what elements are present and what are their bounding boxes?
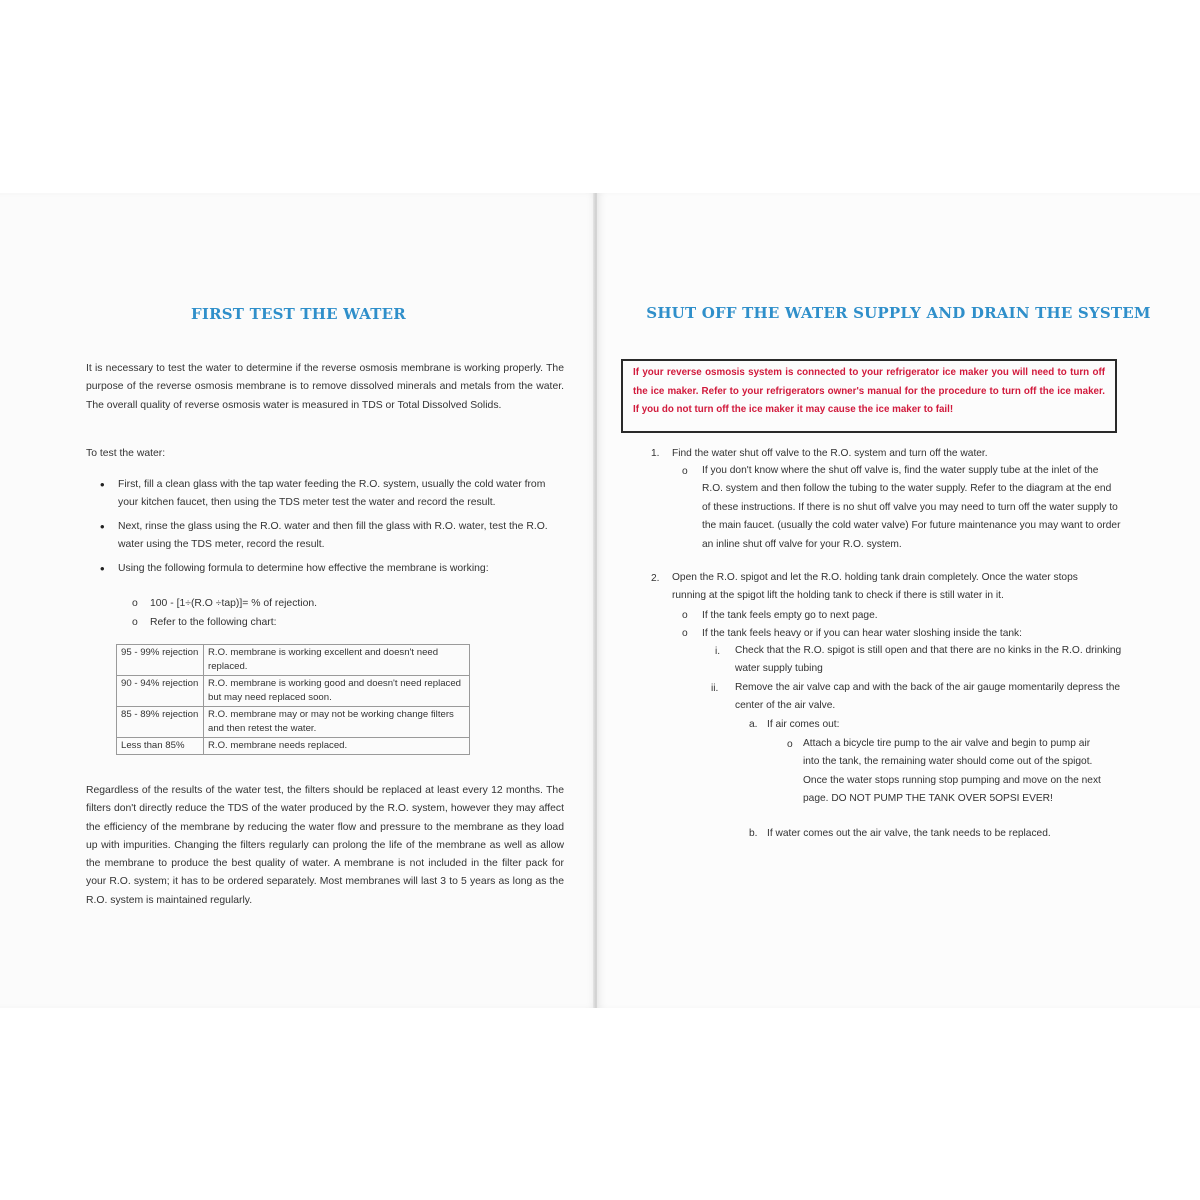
sub-bullet-marker: o	[132, 598, 138, 609]
sub-bullet-marker: o	[682, 466, 688, 477]
table-cell-range: 85 - 89% rejection	[117, 707, 204, 738]
step-1-number: 1.	[651, 448, 660, 459]
left-page-title: FIRST TEST THE WATER	[191, 305, 406, 323]
alpha-b-number: b.	[749, 828, 758, 839]
table-cell-range: 95 - 99% rejection	[117, 645, 204, 676]
alpha-a-sub-text: Attach a bicycle tire pump to the air valve and begin to pump air into the tank, the remaining water should come out of the spigot. Once the water stops running stop pumping and move on the next page. DO NOT PUMP THE TANK OVER 5OPSI EVER!	[803, 738, 1101, 805]
roman-ii-number: ii.	[711, 683, 719, 694]
table-cell-text: R.O. membrane is working good and doesn't need replaced but may need replaced soon.	[204, 676, 470, 707]
roman-i-text: Check that the R.O. spigot is still open and that there are no kinks in the R.O. drinking water supply tubing	[735, 645, 1122, 675]
list-item: • Next, rinse the glass using the R.O. water and then fill the glass with R.O. water, test the R.O. water using the TDS meter, record the result.	[100, 518, 550, 554]
sub-bullet-marker: o	[787, 739, 793, 750]
roman-i-number: i.	[715, 646, 721, 657]
step-1-text: Find the water shut off valve to the R.O. system and turn off the water.	[672, 448, 988, 459]
step-2-text: Open the R.O. spigot and let the R.O. holding tank drain completely. Once the water stops running at the spigot lift the holding tank to check if there is still water in it.	[672, 572, 1078, 602]
list-item: • First, fill a clean glass with the tap water feeding the R.O. system, usually the cold water from your kitchen faucet, then using the TDS meter test the water and record the result.	[100, 476, 550, 512]
roman-ii-text: Remove the air valve cap and with the back of the air gauge momentarily depress the center of the air valve.	[735, 682, 1121, 712]
table-row	[117, 676, 470, 707]
sub-bullet-marker: o	[682, 628, 688, 639]
rejection-chart-table	[116, 644, 470, 755]
table-cell-text: R.O. membrane needs replaced.	[204, 738, 470, 755]
formula-text: 100 - [1÷(R.O ÷tap)]= % of rejection.	[150, 598, 318, 609]
sub-bullet-formula	[132, 598, 317, 609]
tank-empty-text: If the tank feels empty go to next page.	[702, 610, 878, 621]
right-page	[597, 193, 1200, 1008]
table-cell-text: R.O. membrane may or may not be working change filters and then retest the water.	[204, 707, 470, 738]
step-1-sub-text: If you don't know where the shut off valve is, find the water supply tube at the inlet of the R.O. system and then follow the tubing to the water supply. Refer to the diagram at the end of these instructions. If there is no shut off valve you may need to turn off the water supply to the main faucet. (usually the cold water valve) For future maintenance you may want to order an inline shut off valve for your R.O. system.	[702, 465, 1121, 550]
sub-bullet-marker: o	[132, 617, 138, 628]
test-steps-list	[100, 476, 550, 584]
tank-heavy-text: If the tank feels heavy or if you can hear water sloshing inside the tank:	[702, 628, 1022, 639]
alpha-a-text: If air comes out:	[767, 719, 840, 730]
alpha-b-text: If water comes out the air valve, the tank needs to be replaced.	[767, 828, 1051, 839]
to-test-label: To test the water:	[86, 448, 166, 459]
right-page-title: SHUT OFF THE WATER SUPPLY AND DRAIN THE SYSTEM	[646, 304, 1151, 322]
table-row	[117, 645, 470, 676]
ice-maker-warning-box: If your reverse osmosis system is connected to your refrigerator ice maker you will need to turn off the ice maker. Refer to your refrigerators owner's manual for the procedure to turn off the ice maker. If you do not turn off the ice maker it may cause the ice maker to fail!	[621, 359, 1117, 433]
list-item: • Using the following formula to determine how effective the membrane is working:	[100, 560, 550, 578]
sub-bullet-marker: o	[682, 610, 688, 621]
sub-bullet-chart-ref	[132, 617, 276, 628]
alpha-a-number: a.	[749, 719, 758, 730]
table-row	[117, 707, 470, 738]
step-2-number: 2.	[651, 573, 660, 584]
table-cell-range: 90 - 94% rejection	[117, 676, 204, 707]
table-cell-range: Less than 85%	[117, 738, 204, 755]
table-cell-text: R.O. membrane is working excellent and doesn't need replaced.	[204, 645, 470, 676]
intro-paragraph: It is necessary to test the water to determine if the reverse osmosis membrane is working properly. The purpose of the reverse osmosis membrane is to remove dissolved minerals and metals from the water. The overall quality of reverse osmosis water is measured in TDS or Total Dissolved Solids.	[86, 363, 564, 411]
table-row	[117, 738, 470, 755]
left-page	[0, 193, 597, 1008]
filter-replacement-paragraph: Regardless of the results of the water test, the filters should be replaced at least every 12 months. The filters don't directly reduce the TDS of the water produced by the R.O. system, however they may affect the efficiency of the membrane by reducing the water flow and pressure to the membrane as they load up with impurities. Changing the filters regularly can prolong the life of the membrane as well as allow the membrane to produce the best quality of water. A membrane is not included in the filter pack for your R.O. system; it has to be ordered separately. Most membranes will last 3 to 5 years as long as the R.O. system is maintained regularly.	[86, 785, 564, 906]
chart-ref-text: Refer to the following chart:	[150, 617, 277, 628]
